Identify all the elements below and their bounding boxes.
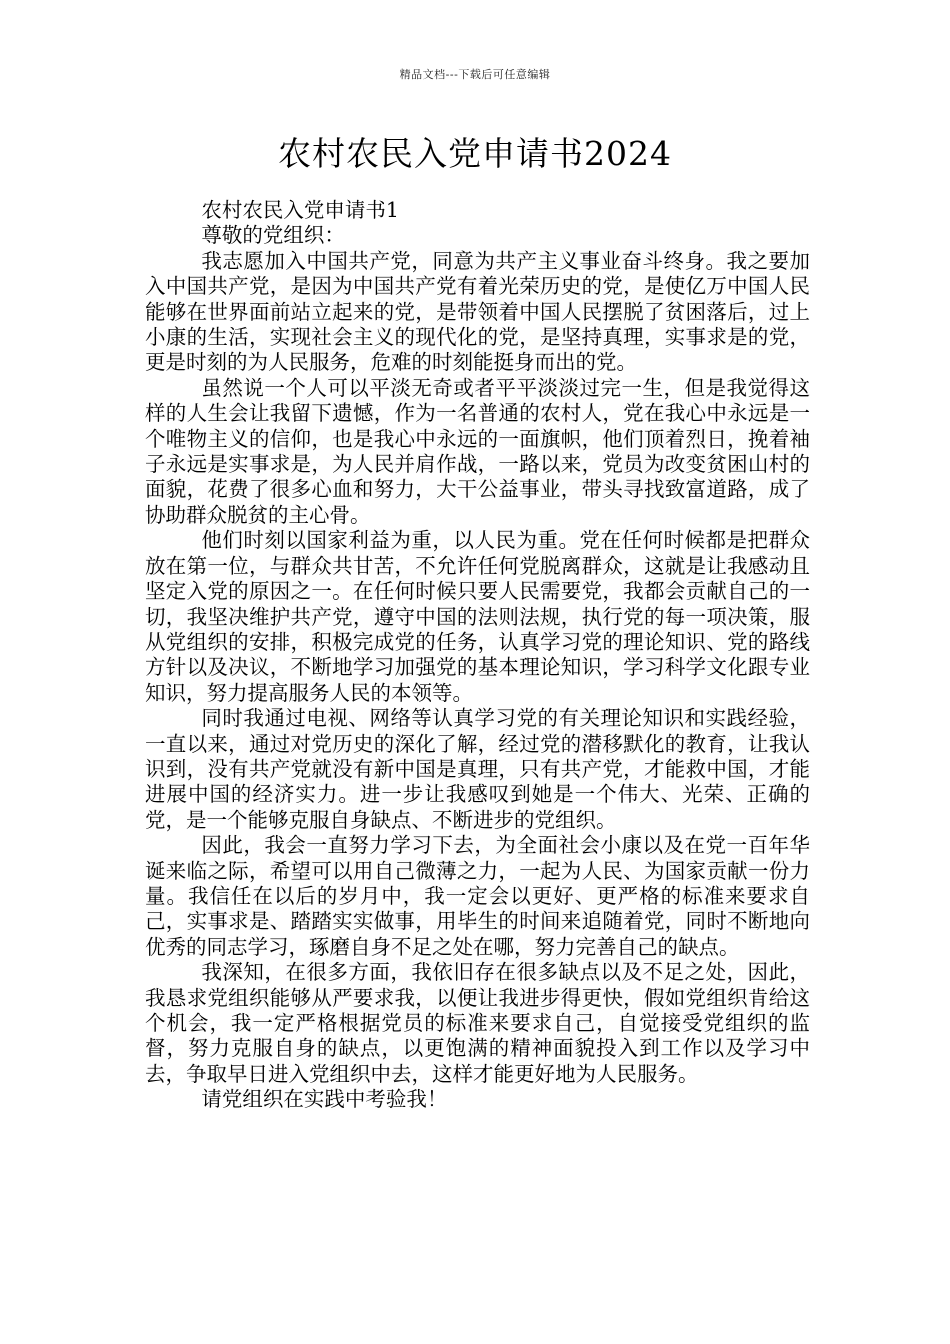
body-paragraph: 因此，我会一直努力学习下去，为全面社会小康以及在党一百年华诞来临之际，希望可以用自己微薄之力，一起为人民、为国家贡献一份力量。我信任在以后的岁月中，我一定会以更好、更严格的标准来要求自己，实事求是、踏踏实实做事，用毕生的时间来追随着党，同时不断地向优秀的同志学习，琢磨自身不足之处在哪，努力完善自己的缺点。: [145, 833, 810, 959]
body-paragraph: 他们时刻以国家利益为重，以人民为重。党在任何时候都是把群众放在第一位，与群众共甘苦，不允许任何党脱离群众，这就是让我感动且坚定入党的原因之一。在任何时候只要人民需要党，我都会贡献自己的一切，我坚决维护共产党，遵守中国的法则法规，执行党的每一项决策，服从党组织的安排，积极完成党的任务，认真学习党的理论知识、党的路线方针以及决议，不断地学习加强党的基本理论知识，学习科学文化跟专业知识，努力提高服务人民的本领等。: [145, 528, 810, 705]
body-paragraph: 我深知，在很多方面，我依旧存在很多缺点以及不足之处，因此，我恳求党组织能够从严要求我，以便让我进步得更快，假如党组织肯给这个机会，我一定严格根据党员的标准来要求自己，自觉接受党组织的监督，努力克服自身的缺点，以更饱满的精神面貌投入到工作以及学习中去，争取早日进入党组织中去，这样才能更好地为人民服务。: [145, 960, 810, 1086]
body-paragraph: 同时我通过电视、网络等认真学习党的有关理论知识和实践经验，一直以来，通过对党历史的深化了解，经过党的潜移默化的教育，让我认识到，没有共产党就没有新中国是真理，只有共产党，才能救中国，才能进展中国的经济实力。进一步让我感叹到她是一个伟大、光荣、正确的党，是一个能够克服自身缺点、不断进步的党组织。: [145, 706, 810, 832]
header-note: 精品文档---下载后可任意编辑: [399, 68, 551, 81]
body-paragraph: 我志愿加入中国共产党，同意为共产主义事业奋斗终身。我之要加入中国共产党，是因为中国共产党有着光荣历史的党，是使亿万中国人民能够在世界面前站立起来的党，是带领着中国人民摆脱了贫困落后，过上小康的生活，实现社会主义的现代化的党，是坚持真理，实事求是的党，更是时刻的为人民服务，危难的时刻能挺身而出的党。: [145, 248, 810, 375]
subtitle: 农村农民入党申请书1: [201, 198, 399, 222]
body-paragraph: 虽然说一个人可以平淡无奇或者平平淡淡过完一生，但是我觉得这样的人生会让我留下遗憾，作为一名普通的农村人，党在我心中永远是一个唯物主义的信仰，也是我心中永远的一面旗帜，他们顶着烈日，挽着袖子永远是实事求是，为人民并肩作战，一路以来，党员为改变贫困山村的面貌，花费了很多心血和努力，大干公益事业，带头寻找致富道路，成了协助群众脱贫的主心骨。: [145, 375, 810, 527]
document-title: 农村农民入党申请书2024: [278, 134, 672, 173]
salutation: 尊敬的党组织：: [201, 223, 345, 248]
closing-line: 请党组织在实践中考验我！: [201, 1087, 448, 1112]
document-body: [145, 198, 810, 1113]
